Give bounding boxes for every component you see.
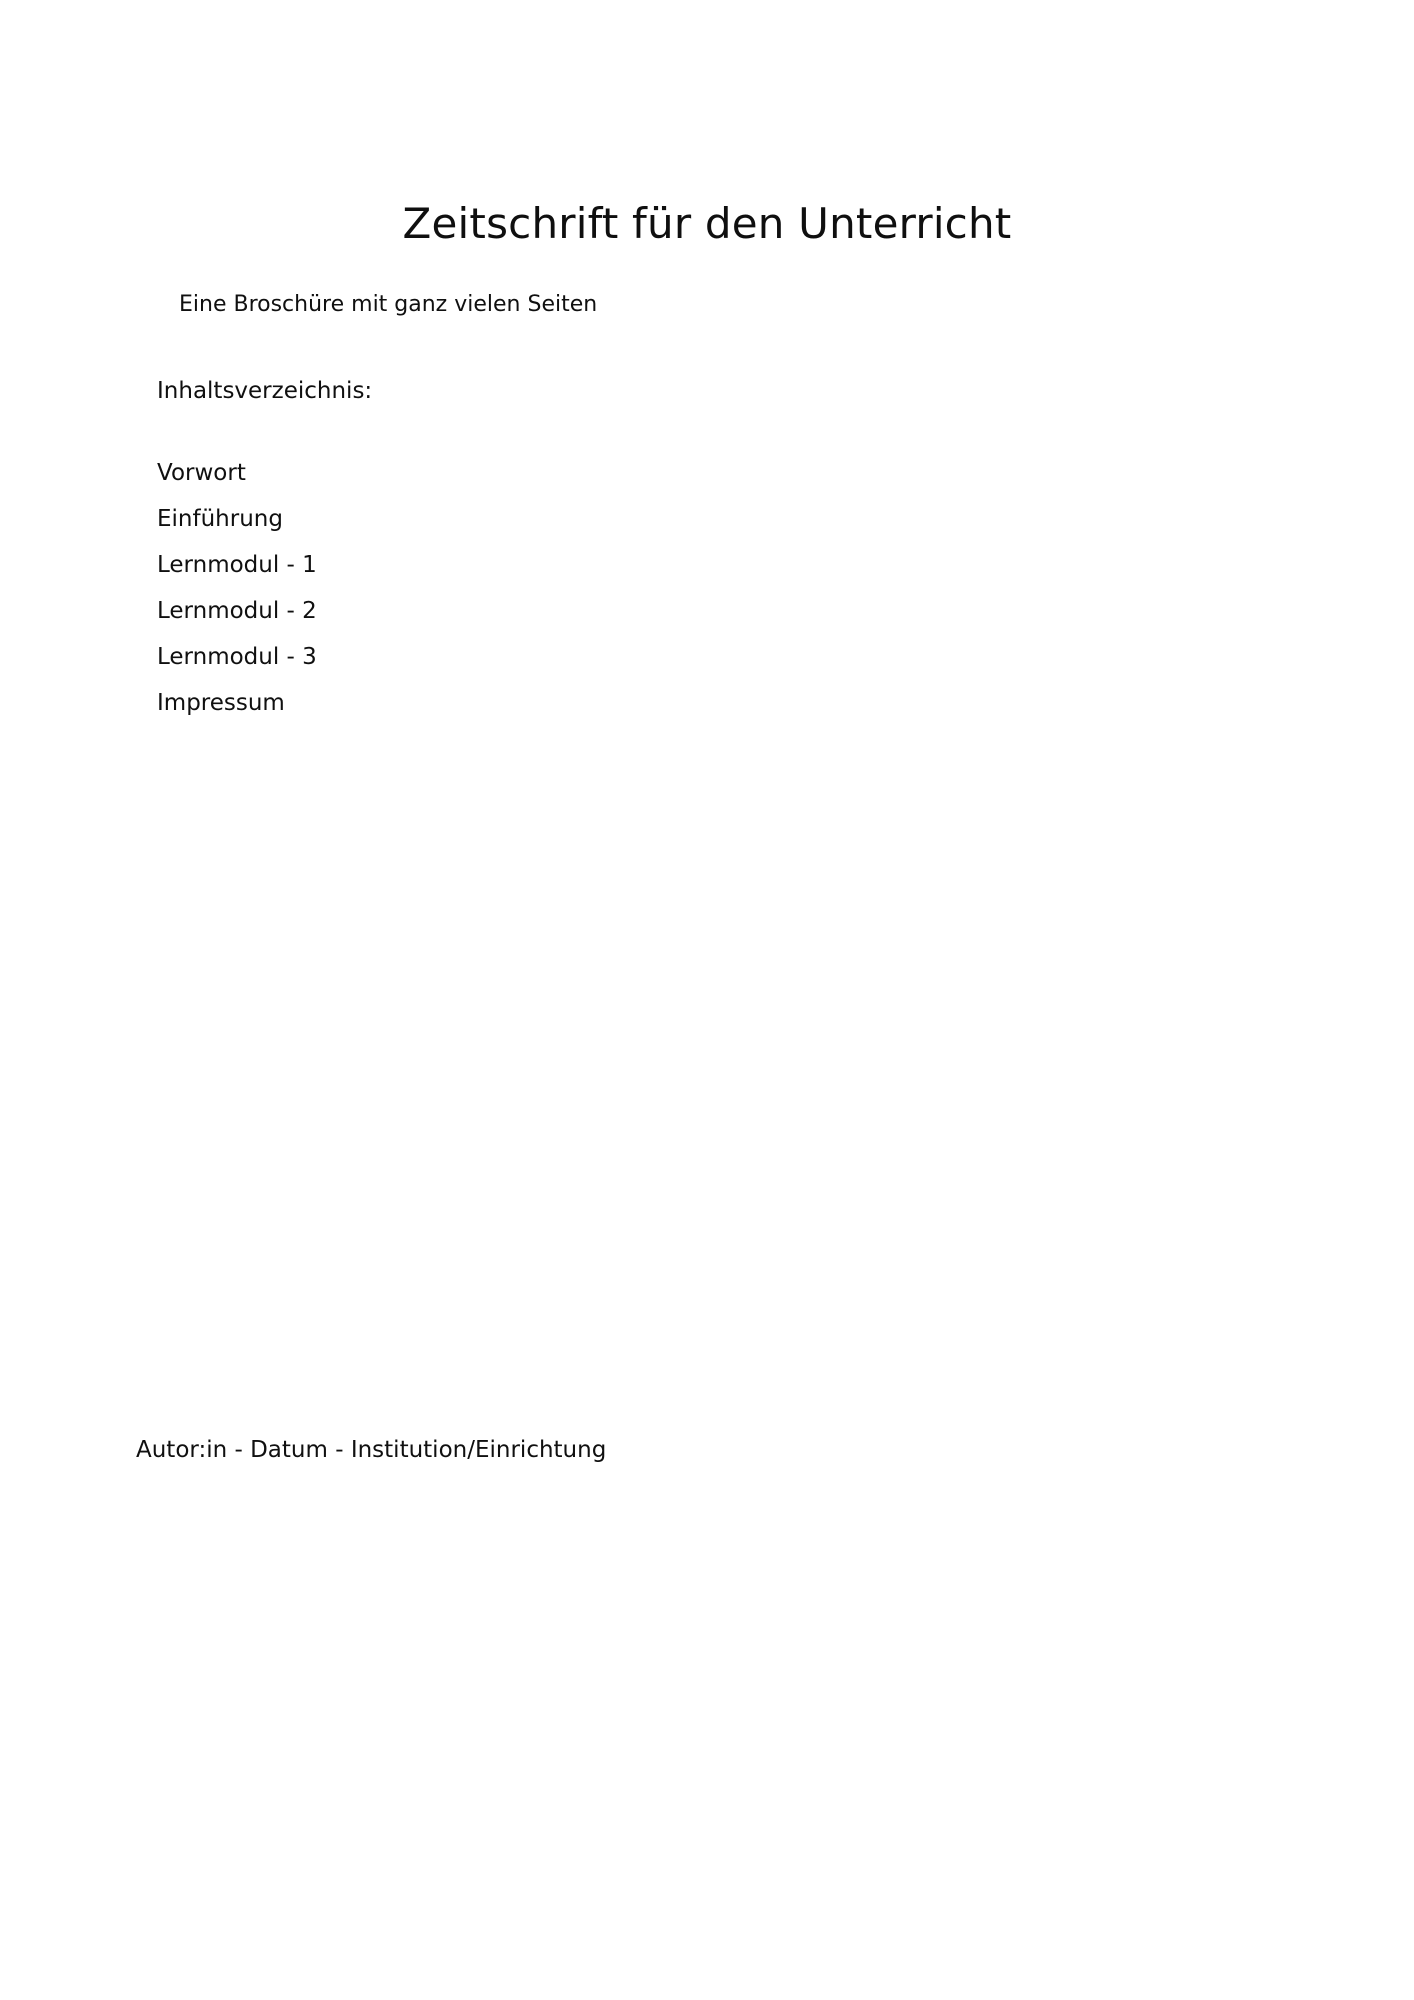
table-of-contents-heading: Inhaltsverzeichnis: bbox=[157, 378, 373, 404]
list-item[interactable]: Impressum bbox=[157, 690, 285, 716]
list-item[interactable]: Lernmodul - 1 bbox=[157, 552, 317, 578]
document-subtitle: Eine Broschüre mit ganz vielen Seiten bbox=[179, 292, 598, 317]
list-item[interactable]: Lernmodul - 3 bbox=[157, 644, 317, 670]
document-footer: Autor:in - Datum - Institution/Einrichtung bbox=[136, 1437, 607, 1463]
list-item[interactable]: Vorwort bbox=[157, 460, 246, 486]
page-title: Zeitschrift für den Unterricht bbox=[402, 199, 1012, 249]
list-item[interactable]: Lernmodul - 2 bbox=[157, 598, 317, 624]
table-of-contents bbox=[157, 450, 317, 726]
list-item[interactable]: Einführung bbox=[157, 506, 283, 532]
